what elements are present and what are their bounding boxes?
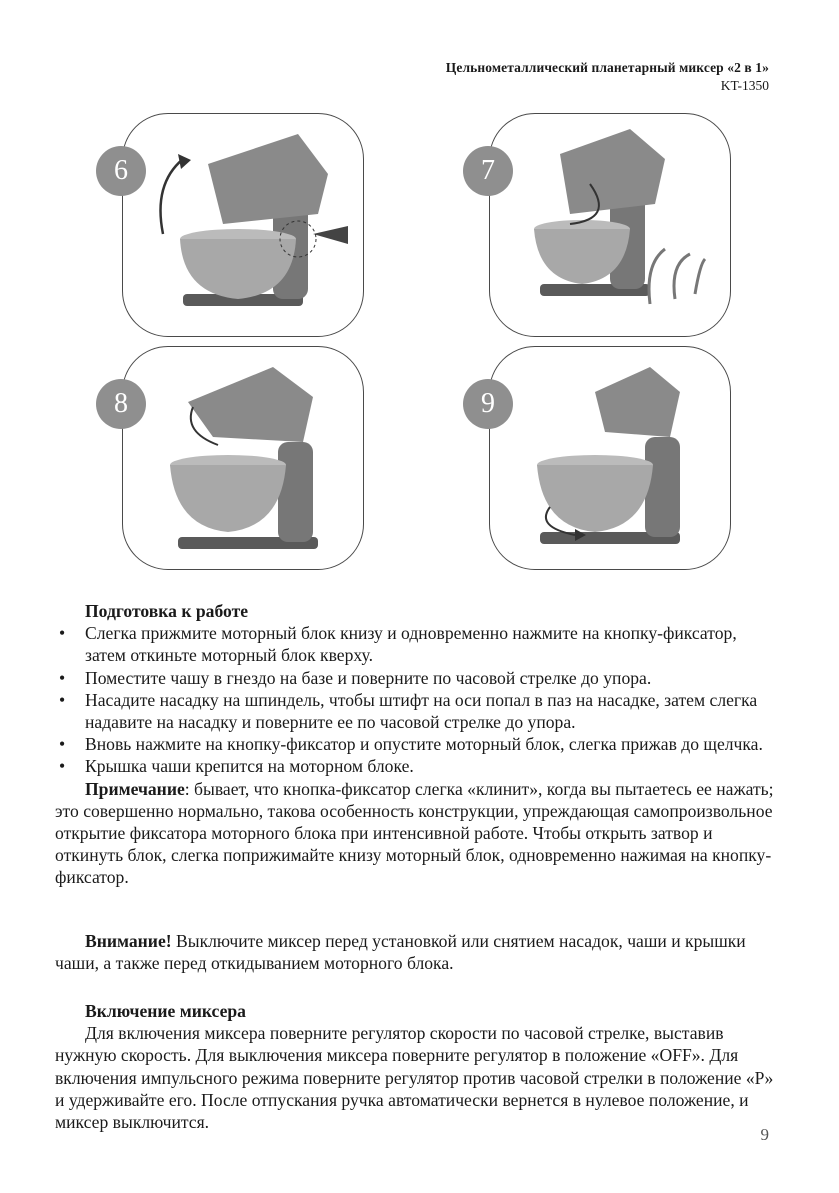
mixer-attach-accessory-illustration (490, 114, 730, 336)
product-title: Цельнометаллический планетарный миксер «2 в 1» (445, 60, 769, 75)
list-item: • Насадите насадку на шпиндель, чтобы штифт на оси попал в паз на насадке, затем слегка надавите на насадку и поверните ее по часовой стрелке до упора. (55, 689, 777, 733)
step-number-badge: 6 (96, 146, 146, 196)
page-number: 9 (760, 1125, 769, 1144)
mixer-head-tilt-up-illustration (123, 114, 363, 336)
mixer-remove-bowl-illustration (490, 347, 730, 569)
step-7-panel (489, 113, 731, 337)
note-text: : бывает, что кнопка-фиксатор слегка «клинит», когда вы пытаетесь ее нажать; это совершенно нормально, такова особенность конструкции, упреждающая самопроизвольное открытие фиксатора моторного блока при интенсивной работе. Чтобы открыть затвор и откинуть блок, слегка поприжимайте книзу моторный блок, одновременно нажимая на кнопку-фиксатор. (55, 778, 774, 888)
mixer-lower-head-illustration (123, 347, 363, 569)
step-8-panel (122, 346, 364, 570)
list-item: • Вновь нажмите на кнопку-фиксатор и опустите моторный блок, слегка прижав до щелчка. (55, 733, 777, 755)
section-heading: Подготовка к работе (85, 601, 249, 621)
list-item: • Слегка прижмите моторный блок книзу и одновременно нажмите на кнопку-фиксатор, затем откиньте моторный блок кверху. (55, 622, 777, 666)
note-paragraph (55, 778, 777, 889)
instruction-list (55, 622, 777, 777)
step-number-badge: 8 (96, 379, 146, 429)
warning-label: Внимание! (85, 931, 172, 951)
section-heading: Включение миксера (85, 1001, 246, 1021)
step-number-badge: 7 (463, 146, 513, 196)
note-label: Примечание (85, 778, 185, 799)
document-header (446, 60, 769, 94)
preparation-section (55, 600, 777, 889)
power-on-text: Для включения миксера поверните регулятор скорости по часовой стрелке, выставив нужную скорость. Для выключения миксера поверните регулятор в положение «OFF». Для включения импульсного режима поверните регулятор против часовой стрелки в положение «P» и удерживайте его. После отпускания ручка автоматически вернется в нулевое положение, и миксер выключится. (55, 1023, 774, 1133)
warning-paragraph (55, 930, 777, 974)
list-item: • Крышка чаши крепится на моторном блоке. (55, 755, 777, 777)
step-9-panel (489, 346, 731, 570)
warning-text: Выключите миксер перед установкой или снятием насадок, чаши и крышки чаши, а также перед откидыванием моторного блока. (55, 931, 746, 974)
model-number: KT-1350 (720, 78, 769, 93)
step-number-badge: 9 (463, 379, 513, 429)
power-on-section (55, 1000, 777, 1133)
step-6-panel (122, 113, 364, 337)
list-item: • Поместите чашу в гнездо на базе и поверните по часовой стрелке до упора. (55, 667, 777, 689)
